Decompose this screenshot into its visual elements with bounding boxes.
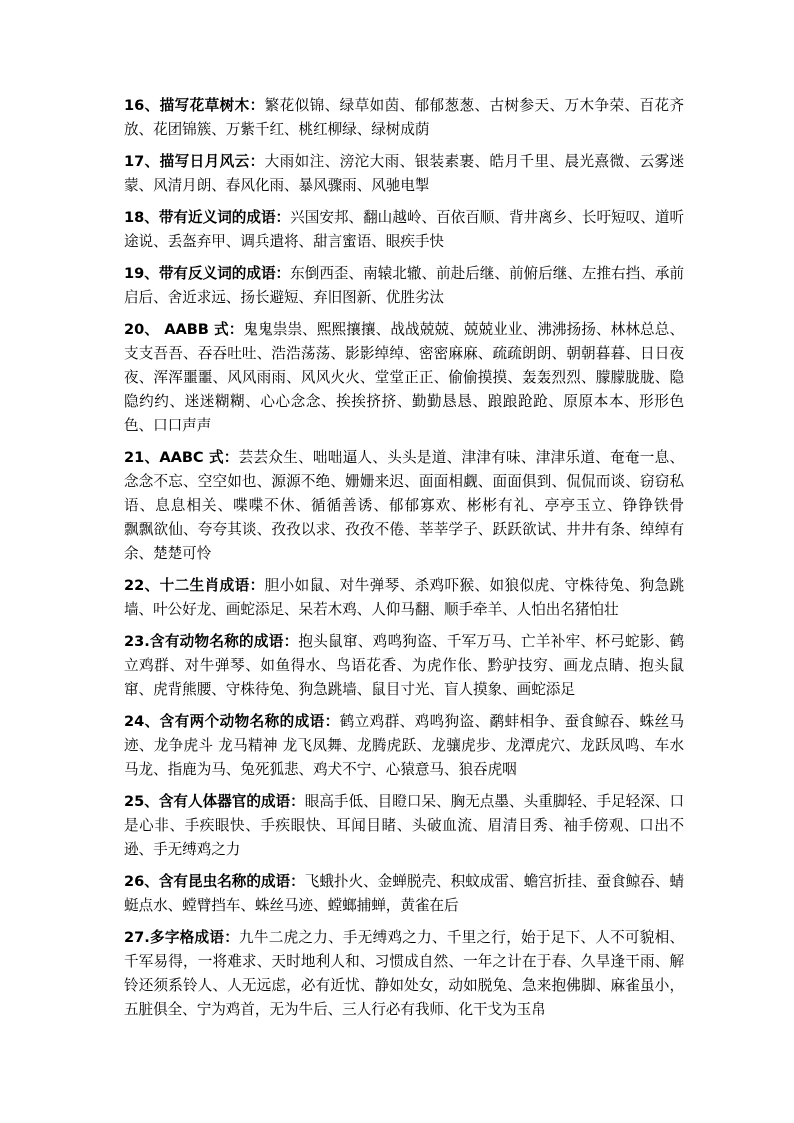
idiom-section-27	[124, 926, 684, 1022]
idiom-section-22	[124, 574, 684, 622]
section-heading: 25、含有人体器官的成语：	[124, 793, 305, 810]
section-heading: 18、带有近义词的成语：	[124, 209, 291, 226]
idiom-section-26	[124, 870, 684, 918]
idiom-section-21	[124, 446, 714, 566]
section-heading: 27.多字格成语：	[124, 929, 240, 946]
section-body: 东倒西歪、南辕北辙、前赴后继、前俯后继、左推右挡、承前启后、舍近求远、扬长避短、弃旧图新、优胜劣汰	[124, 265, 684, 306]
section-heading: 19、带有反义词的成语：	[124, 265, 291, 282]
section-heading: 26、含有昆虫名称的成语：	[124, 873, 305, 890]
idiom-section-17	[124, 150, 684, 198]
section-body: 飞蛾扑火、金蝉脱壳、积蚊成雷、蟾宫折挂、蚕食鲸吞、蜻蜓点水、螳臂挡车、蛛丝马迹、螳螂捕蝉，黄雀在后	[124, 873, 684, 914]
idiom-section-24	[124, 710, 684, 782]
idiom-section-20	[124, 318, 684, 438]
section-body: 九牛二虎之力、手无缚鸡之力、千里之行，始于足下、人不可貌相、千军易得，一将难求、天时地利人和、习惯成自然、一年之计在于春、久旱逢干雨、解铃还须系铃人、人无远虑，必有近忧、静如处女，动如脱兔、急来抱佛脚、麻雀虽小，五脏俱全、宁为鸡首，无为牛后、三人行必有我师、化干戈为玉帛	[124, 929, 684, 1018]
section-heading: 21、AABC 式：	[124, 449, 239, 466]
idiom-section-18	[124, 206, 684, 254]
section-body: 鹤立鸡群、鸡鸣狗盗、鹬蚌相争、蚕食鲸吞、蛛丝马迹、龙争虎斗 龙马精神 龙飞凤舞、龙腾虎跃、龙骧虎步、龙潭虎穴、龙跃凤鸣、车水马龙、指鹿为马、兔死狐悲、鸡犬不宁、心猿意马、狼吞虎咽	[124, 713, 685, 778]
section-heading: 24、含有两个动物名称的成语：	[124, 713, 340, 730]
idiom-section-25	[124, 790, 684, 862]
idiom-section-23	[124, 630, 684, 702]
section-heading: 20、 AABB 式：	[124, 321, 244, 338]
section-body: 芸芸众生、咄咄逼人、头头是道、津津有味、津津乐道、奄奄一息、念念不忘、空空如也、源源不绝、姗姗来迟、面面相觑、面面俱到、侃侃而谈、窃窃私语、息息相关、喋喋不休、循循善诱、郁郁寡欢、彬彬有礼、亭亭玉立、铮铮铁骨 飘飘欲仙、夸夸其谈、孜孜以求、孜孜不倦、莘莘学子、跃跃欲试、井井有条、绰绰有余、楚楚可怜	[124, 449, 714, 562]
idiom-section-16	[124, 94, 684, 142]
section-heading: 23.含有动物名称的成语：	[124, 633, 299, 650]
section-body: 眼高手低、目瞪口呆、胸无点墨、头重脚轻、手足轻深、口是心非、手疾眼快、手疾眼快、耳闻目睹、头破血流、眉清目秀、袖手傍观、口出不逊、手无缚鸡之力	[124, 793, 684, 858]
section-heading: 22、十二生肖成语：	[124, 577, 265, 594]
idiom-section-19	[124, 262, 684, 310]
section-body: 胆小如鼠、对牛弹琴、杀鸡吓猴、如狼似虎、守株待兔、狗急跳墙、叶公好龙、画蛇添足、呆若木鸡、人仰马翻、顺手牵羊、人怕出名猪怕壮	[124, 577, 685, 618]
section-heading: 16、描写花草树木：	[124, 97, 265, 114]
section-body: 兴国安邦、翻山越岭、百依百顺、背井离乡、长吁短叹、道听途说、丢盔弃甲、调兵遣将、甜言蜜语、眼疾手快	[124, 209, 684, 250]
section-body: 抱头鼠窜、鸡鸣狗盗、千军万马、亡羊补牢、杯弓蛇影、鹤立鸡群、对牛弹琴、如鱼得水、鸟语花香、为虎作伥、黔驴技穷、画龙点睛、抱头鼠窜、虎背熊腰、守株待兔、狗急跳墙、鼠目寸光、盲人摸象、画蛇添足	[124, 633, 684, 698]
section-body: 大雨如注、滂沱大雨、银装素裹、皓月千里、晨光熹微、云雾迷蒙、风清月朗、春风化雨、暴风骤雨、风驰电掣	[124, 153, 685, 194]
section-body: 鬼鬼祟祟、熙熙攘攘、战战兢兢、兢兢业业、沸沸扬扬、林林总总、支支吾吾、吞吞吐吐、浩浩荡荡、影影绰绰、密密麻麻、疏疏朗朗、朝朝暮暮、日日夜夜、浑浑噩噩、风风雨雨、风风火火、堂堂正正、偷偷摸摸、轰轰烈烈、朦朦胧胧、隐隐约约、迷迷糊糊、心心念念、挨挨挤挤、勤勤恳恳、踉踉跄跄、原原本本、形形色色、口口声声	[124, 321, 684, 434]
section-body: 繁花似锦、绿草如茵、郁郁葱葱、古树参天、万木争荣、百花齐放、花团锦簇、万紫千红、桃红柳绿、绿树成荫	[124, 97, 685, 138]
section-heading: 17、描写日月风云：	[124, 153, 265, 170]
